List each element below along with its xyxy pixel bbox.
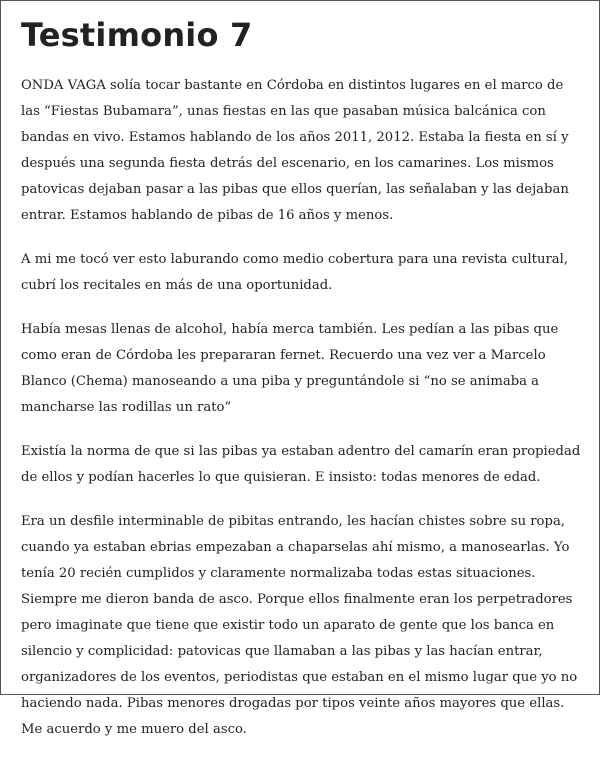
paragraph-2: A mi me tocó ver esto laburando como medio cobertura para una revista cultural, cubrí los recitales en más de una oportunidad. (21, 252, 569, 293)
article (21, 11, 581, 761)
article-body (21, 73, 581, 743)
paragraph-3: Había mesas llenas de alcohol, había merca también. Les pedían a las pibas que como eran de Córdoba les prepararan fernet. Recuerdo una vez ver a Marcelo Blanco (Chema) manoseando a una piba y preguntándole si “no se animaba a mancharse las rodillas un rato” (21, 322, 559, 415)
paragraph-5: Era un desfile interminable de pibitas entrando, les hacían chistes sobre su ropa, cuando ya estaban ebrias empezaban a chaparselas ahí mismo, a manosearlas. Yo tenía 20 recién cumplidos y claramente normalizaba todas estas situaciones. Siempre me dieron banda de asco. Porque ellos finalmente eran los perpetradores pero imaginate que tiene que existir todo un aparato de gente que los banca en silencio y complicidad: patovicas que llamaban a las pibas y las hacían entrar, organizadores de los eventos, periodistas que estaban en el mismo lugar que yo no haciendo nada. Pibas menores drogadas por tipos veinte años mayores que ellas. Me acuerdo y me muero del asco. (21, 514, 578, 737)
article-title: Testimonio 7 (21, 16, 253, 54)
paragraph-1: ONDA VAGA solía tocar bastante en Córdoba en distintos lugares en el marco de las “Fiestas Bubamara”, unas fiestas en las que pasaban música balcánica con bandas en vivo. Estamos hablando de los años 2011, 2012. Estaba la fiesta en sí y después una segunda fiesta detrás del escenario, en los camarines. Los mismos patovicas dejaban pasar a las pibas que ellos querían, las señalaban y las dejaban entrar. Estamos hablando de pibas de 16 años y menos. (21, 78, 569, 223)
paragraph-4: Existía la norma de que si las pibas ya estaban adentro del camarín eran propiedad de ellos y podían hacerles lo que quisieran. E insisto: todas menores de edad. (21, 444, 581, 485)
